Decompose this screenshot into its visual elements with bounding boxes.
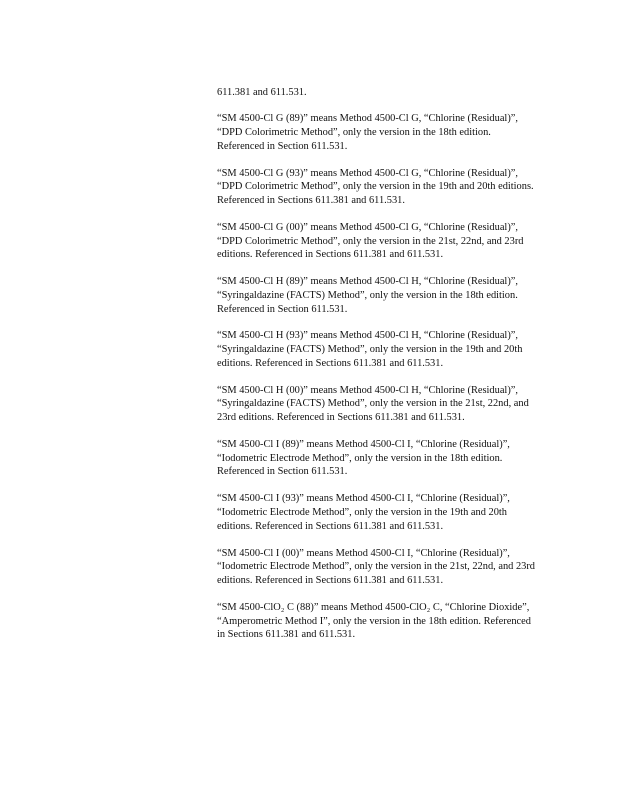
definition-sm-4500-cl-i-00: “SM 4500-Cl I (00)” means Method 4500-Cl I, “Chlorine (Residual)”, “Iodometric Electrode Method”, only the version in the 21st, 22nd, and 23rd editions. Referenced in Sections 611.381 and 611.531.	[217, 547, 535, 587]
definition-sm-4500-clo2-c-88: “SM 4500-ClO₂ C (88)” means Method 4500-ClO₂ C, “Chlorine Dioxide”, “Amperometric Method I”, only the version in the 18th edition. Referenced in Sections 611.381 and 611.531.	[217, 601, 531, 641]
definition-sm-4500-cl-i-89: “SM 4500-Cl I (89)” means Method 4500-Cl I, “Chlorine (Residual)”, “Iodometric Electrode Method”, only the version in the 18th edition. Referenced in Section 611.531.	[217, 439, 510, 478]
definition-sm-4500-cl-i-93: “SM 4500-Cl I (93)” means Method 4500-Cl I, “Chlorine (Residual)”, “Iodometric Electrode Method”, only the version in the 19th and 20th editions. Referenced in Sections 611.381 and 611.531.	[217, 493, 510, 532]
document-page	[217, 86, 539, 655]
paragraph-continuation: 611.381 and 611.531.	[217, 87, 307, 98]
definition-sm-4500-cl-h-00: “SM 4500-Cl H (00)” means Method 4500-Cl H, “Chlorine (Residual)”, “Syringaldazine (FACTS) Method”, only the version in the 21st, 22nd, and 23rd editions. Referenced in Sections 611.381 and 611.531.	[217, 384, 529, 424]
definition-sm-4500-cl-h-89: “SM 4500-Cl H (89)” means Method 4500-Cl H, “Chlorine (Residual)”, “Syringaldazine (FACTS) Method”, only the version in the 18th edition. Referenced in Section 611.531.	[217, 276, 518, 315]
definition-sm-4500-cl-g-00: “SM 4500-Cl G (00)” means Method 4500-Cl G, “Chlorine (Residual)”, “DPD Colorimetric Method”, only the version in the 21st, 22nd, and 23rd editions. Referenced in Sections 611.381 and 611.531.	[217, 221, 524, 261]
definition-sm-4500-cl-h-93: “SM 4500-Cl H (93)” means Method 4500-Cl H, “Chlorine (Residual)”, “Syringaldazine (FACTS) Method”, only the version in the 19th and 20th editions. Referenced in Sections 611.381 and 611.531.	[217, 330, 523, 369]
definition-sm-4500-cl-g-89: “SM 4500-Cl G (89)” means Method 4500-Cl G, “Chlorine (Residual)”, “DPD Colorimetric Method”, only the version in the 18th edition. Referenced in Section 611.531.	[217, 113, 518, 152]
definition-sm-4500-cl-g-93: “SM 4500-Cl G (93)” means Method 4500-Cl G, “Chlorine (Residual)”, “DPD Colorimetric Method”, only the version in the 19th and 20th editions. Referenced in Sections 611.381 and 611.531.	[217, 167, 534, 206]
